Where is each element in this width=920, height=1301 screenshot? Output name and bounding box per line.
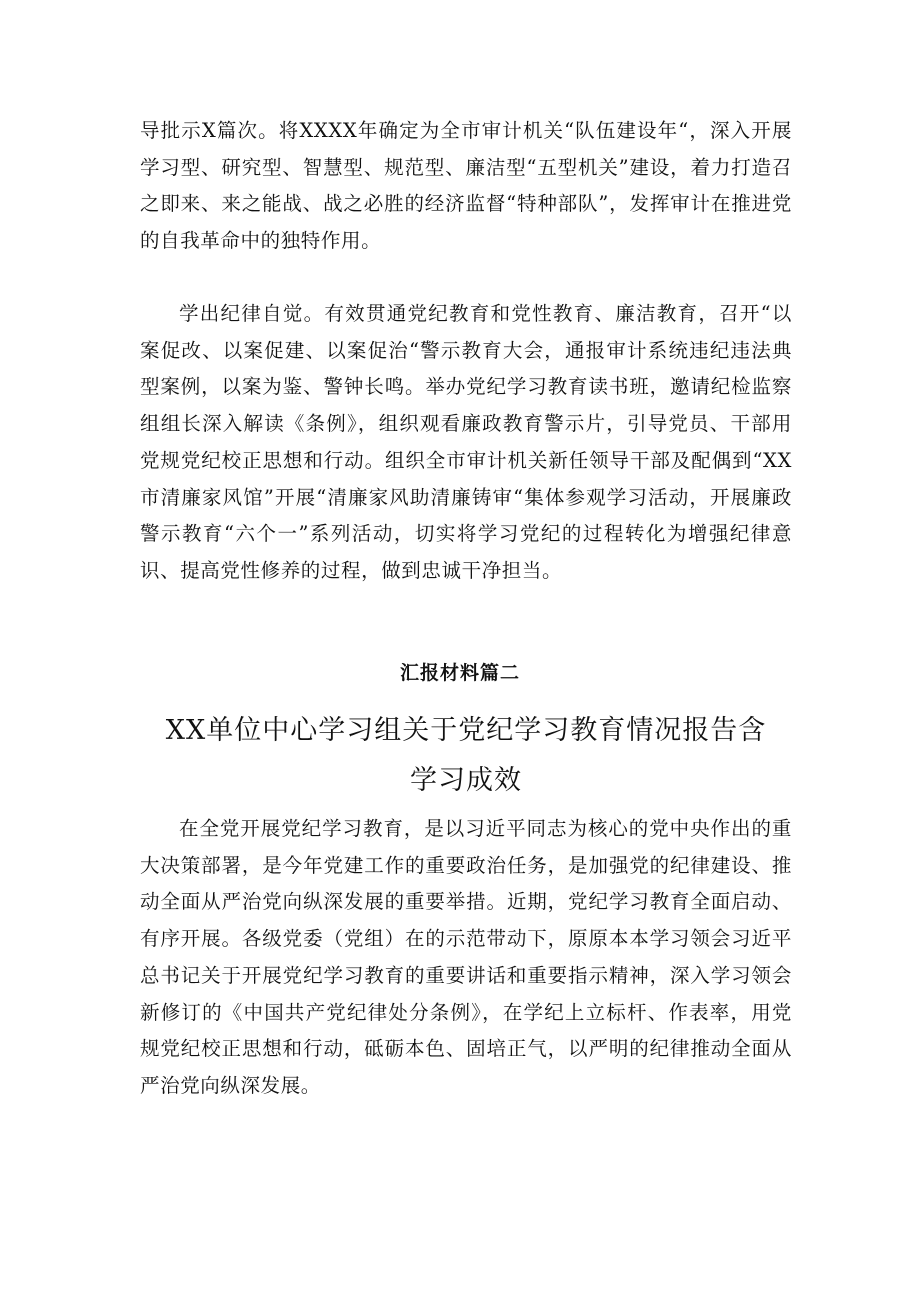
paragraph-continuation: 导批示X篇次。将XXXX年确定为全市审计机关“队伍建设年“，深入开展学习型、研究型、智慧型、规范型、廉洁型“五型机关”建设，着力打造召之即来、来之能战、战之必胜的经济监督“特种部队”，发挥审计在推进党的自我革命中的独特作用。: [140, 119, 792, 253]
paragraph-discipline-awareness: 学出纪律自觉。有效贯通党纪教育和党性教育、廉洁教育，召开“以案促改、以案促建、以案促治“警示教育大会，通报审计系统违纪违法典型案例，以案为鉴、警钟长鸣。举办党纪学习教育读书班，邀请纪检监察组组长深入解读《条例》，组织观看廉政教育警示片，引导党员、干部用党规党纪校正思想和行动。组织全市审计机关新任领导干部及配偶到“XX市清廉家风馆”开展“清廉家风助清廉铸审“集体参观学习活动，开展廉政警示教育“六个一”系列活动，切实将学习党纪的过程转化为增强纪律意识、提高党性修养的过程，做到忠诚干净担当。: [140, 302, 792, 582]
document-title: [140, 706, 792, 806]
paragraph-intro: 在全党开展党纪学习教育，是以习近平同志为核心的党中央作出的重大决策部署，是今年党建工作的重要政治任务，是加强党的纪律建设、推动全面从严治党向纵深发展的重要举措。近期，党纪学习教育全面启动、有序开展。各级党委（党组）在的示范带动下，原原本本学习领会习近平总书记关于开展党纪学习教育的重要讲话和重要指示精神，深入学习领会新修订的《中国共产党纪律处分条例》，在学纪上立标杆、作表率，用党规党纪校正思想和行动，砥砺本色、固培正气，以严明的纪律推动全面从严治党向纵深发展。: [140, 817, 792, 1097]
document-title-line-2: 学习成效: [410, 765, 522, 796]
document-title-line-1: XX单位中心学习组关于党纪学习教育情况报告含: [165, 715, 767, 746]
section-label: 汇报材料篇二: [399, 662, 520, 684]
